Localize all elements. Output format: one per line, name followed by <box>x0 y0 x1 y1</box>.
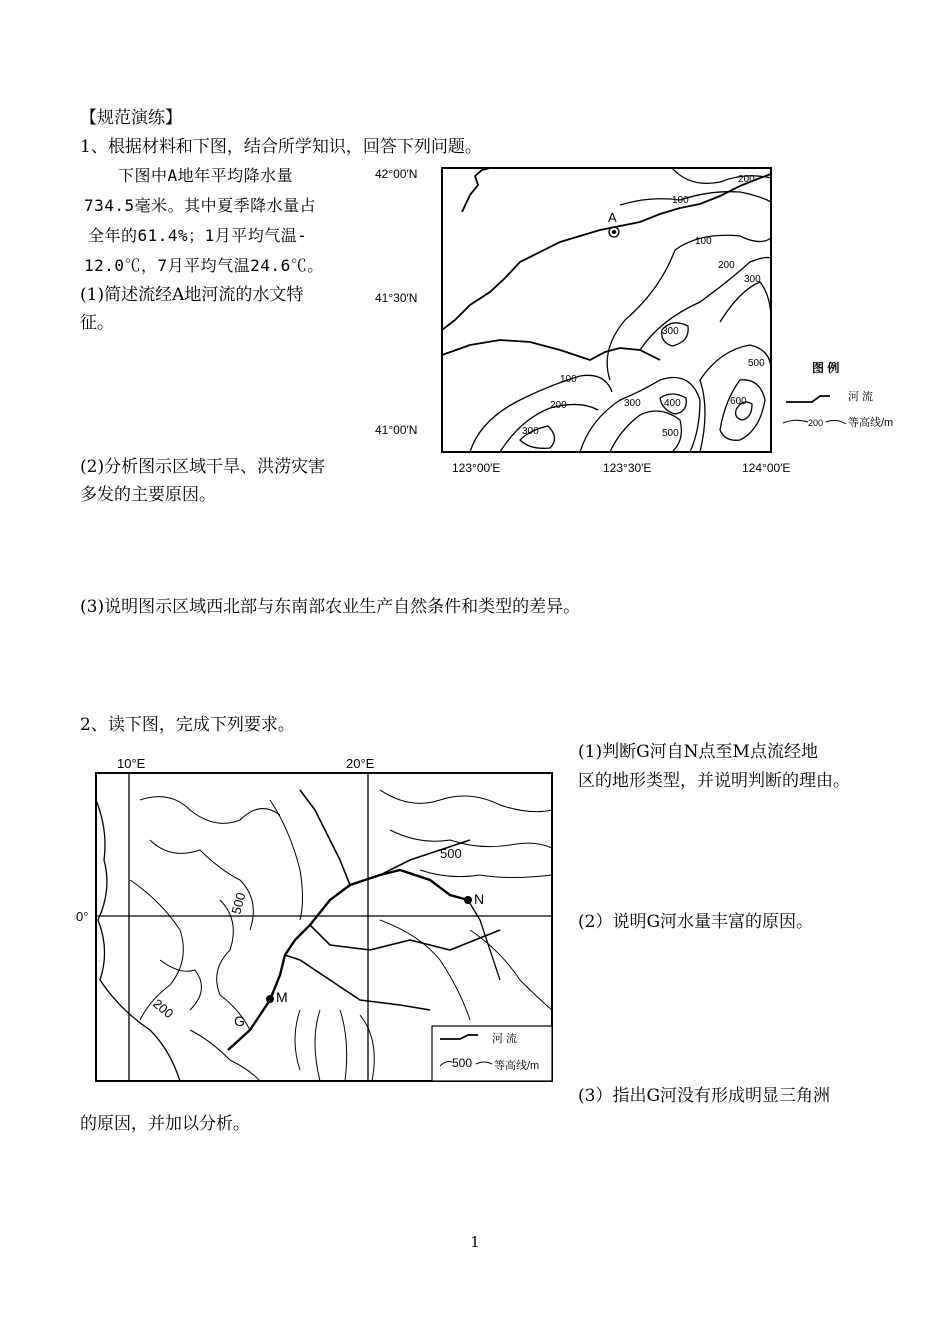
map2-point-m <box>266 995 274 1003</box>
map1-lon-mid: 123°30′E <box>603 461 652 475</box>
map1-lat-mid: 41°30′N <box>375 291 418 305</box>
map2-contour <box>380 920 470 1020</box>
map1-contour-label: 200 <box>738 174 755 185</box>
map1-contour-label: 200 <box>550 400 567 411</box>
map1-contour-label: 500 <box>748 358 765 369</box>
map1-contour-label: 300 <box>744 274 761 285</box>
map1-contour-label: 400 <box>664 398 681 409</box>
map2-coastline <box>96 800 180 1081</box>
map2-lon-left: 10°E <box>117 756 146 771</box>
map2-label-n: N <box>474 891 485 907</box>
map1-legend-contour-label: 等高线/m <box>848 417 894 429</box>
map2-point-n <box>464 896 472 904</box>
map2-contour <box>217 900 250 1030</box>
q2-sub3-line-2: 的原因，并加以分析。 <box>80 1114 250 1134</box>
q2-sub1-line-2: 区的地形类型，并说明判断的理由。 <box>578 771 850 791</box>
map1-contour-label: 100 <box>672 195 689 206</box>
map2-legend-river-label: 河 流 <box>492 1033 518 1045</box>
q1-sub1-line-1: (1)简述流经A地河流的水文特 <box>80 285 304 305</box>
map2-tributary <box>285 955 430 1010</box>
map2-contour <box>420 870 552 878</box>
map1-contour-label: 600 <box>730 396 747 407</box>
map2-contour-label: 200 <box>150 995 177 1022</box>
map2-equator-label: 0° <box>76 909 89 924</box>
map1-contour-label: 300 <box>662 326 679 337</box>
map2-contour <box>295 1010 320 1081</box>
map2-contour <box>340 1010 374 1081</box>
map1-contour-label: 300 <box>624 398 641 409</box>
q1-sub2-line-2: 多发的主要原因。 <box>80 485 216 505</box>
map2-contour <box>270 800 303 920</box>
q2-sub2: (2）说明G河水量丰富的原因。 <box>578 912 814 932</box>
map2-river-g <box>228 870 468 1050</box>
map1-point-a-label: A <box>608 210 617 225</box>
q2-sub1-line-1: (1)判断G河自N点至M点流经地 <box>578 742 818 762</box>
map1-lat-top: 42°00′N <box>375 167 418 181</box>
q1-material-line-1: 下图中A地年平均降水量 <box>118 166 294 185</box>
map2-lon-right: 20°E <box>346 756 375 771</box>
map1-lat-bot: 41°00′N <box>375 423 418 437</box>
map2-contour <box>470 930 552 1010</box>
map2-contour <box>380 790 552 812</box>
map1-legend-river-label: 河 流 <box>848 391 874 403</box>
q1-sub1-line-2: 征。 <box>80 313 114 333</box>
map2-contour <box>140 797 280 824</box>
q1-material-line-4: 12.0℃，7月平均气温24.6℃。 <box>84 256 324 275</box>
map2-legend-contour-value: 500 <box>452 1056 473 1070</box>
map2-tributary <box>300 790 350 885</box>
q1-stem: 1、根据材料和下图，结合所学知识，回答下列问题。 <box>80 137 482 157</box>
q2-stem: 2、读下图，完成下列要求。 <box>80 715 295 735</box>
map2-contour-label: 500 <box>228 890 249 916</box>
section-title: 【规范演练】 <box>80 108 182 128</box>
map2-contour <box>390 830 552 848</box>
map2-tributary <box>310 925 500 950</box>
map2-label-m: M <box>276 989 288 1005</box>
map1-contour-label: 100 <box>560 374 577 385</box>
map2-contour-label: 500 <box>440 846 462 861</box>
q1-sub2-line-1: (2)分析图示区域干旱、洪涝灾害 <box>80 457 326 477</box>
map2-label-g: G <box>234 1013 245 1029</box>
map1-contour-label: 500 <box>662 428 679 439</box>
map1-legend-title: 图 例 <box>812 361 840 375</box>
q1-material-line-2: 734.5毫米。其中夏季降水量占 <box>84 196 317 215</box>
map1-contour-label: 100 <box>695 236 712 247</box>
map2-legend-contour-label: 等高线/m <box>494 1060 540 1072</box>
q1-material-line-3: 全年的61.4%；1月平均气温- <box>88 226 308 245</box>
page-number: 1 <box>470 1233 480 1251</box>
q2-sub3-line-1: (3）指出G河没有形成明显三角洲 <box>578 1086 831 1106</box>
q1-sub3: (3)说明图示区域西北部与东南部农业生产自然条件和类型的差异。 <box>80 597 581 617</box>
map1-lon-right: 124°00′E <box>742 461 791 475</box>
map1-contour-label: 300 <box>522 426 539 437</box>
map1-legend-contour-value: 200 <box>808 418 824 428</box>
map2-contour <box>190 1030 260 1081</box>
map1-contour-label: 200 <box>718 260 735 271</box>
map1-lon-left: 123°00′E <box>452 461 501 475</box>
